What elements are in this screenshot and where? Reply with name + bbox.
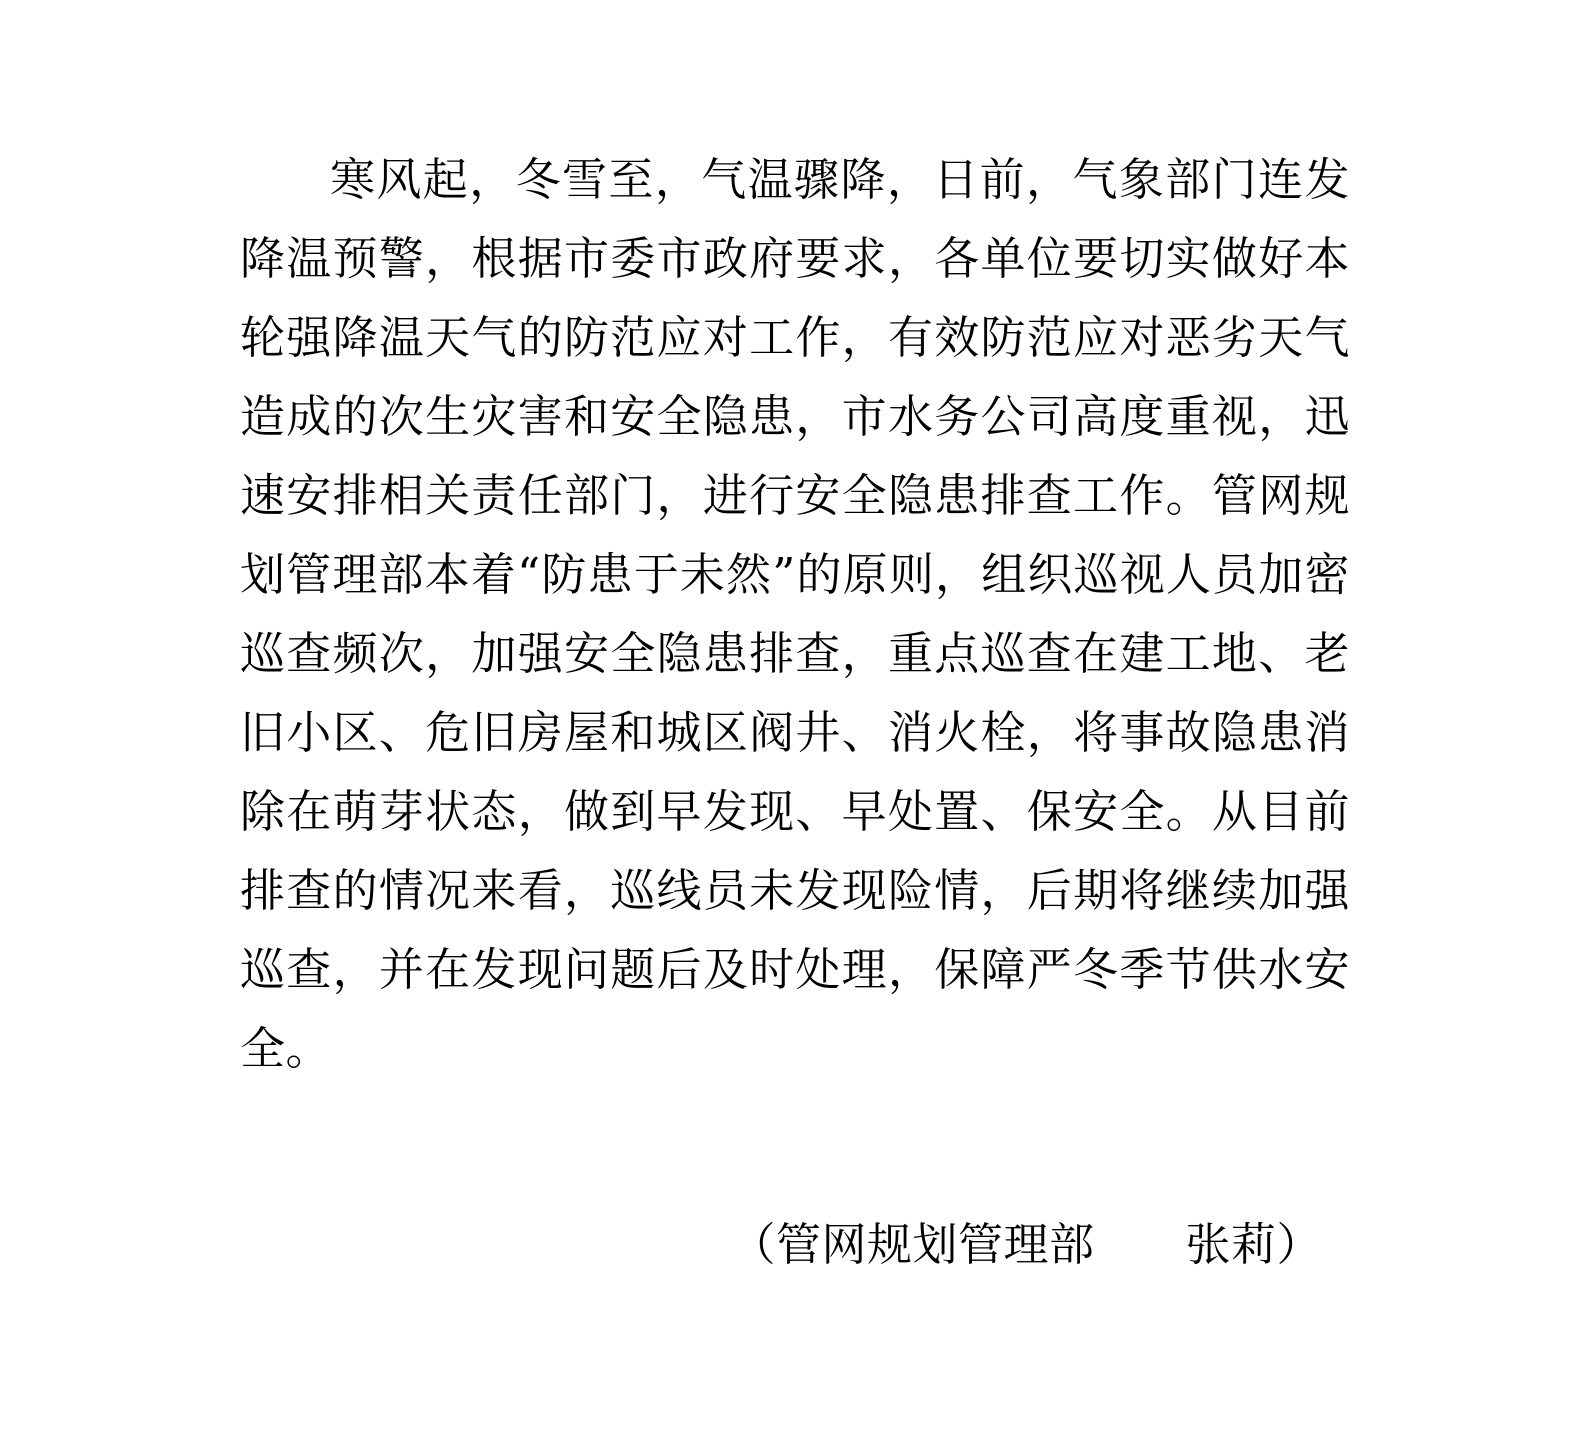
document-body bbox=[240, 140, 1350, 1088]
author-signature: （管网规划管理部 张莉） bbox=[730, 1218, 1322, 1271]
signature-block bbox=[240, 1210, 1350, 1280]
body-paragraph: 寒风起，冬雪至，气温骤降，日前，气象部门连发降温预警，根据市委市政府要求，各单位要切实做好本轮强降温天气的防范应对工作，有效防范应对恶劣天气造成的次生灾害和安全隐患，市水务公司高度重视，迅速安排相关责任部门，进行安全隐患排查工作。管网规划管理部本着“防患于未然”的原则，组织巡视人员加密巡查频次，加强安全隐患排查，重点巡查在建工地、老旧小区、危旧房屋和城区阀井、消火栓，将事故隐患消除在萌芽状态，做到早发现、早处置、保安全。从目前排查的情况来看，巡线员未发现险情，后期将继续加强巡查，并在发现问题后及时处理，保障严冬季节供水安全。 bbox=[240, 153, 1350, 1075]
